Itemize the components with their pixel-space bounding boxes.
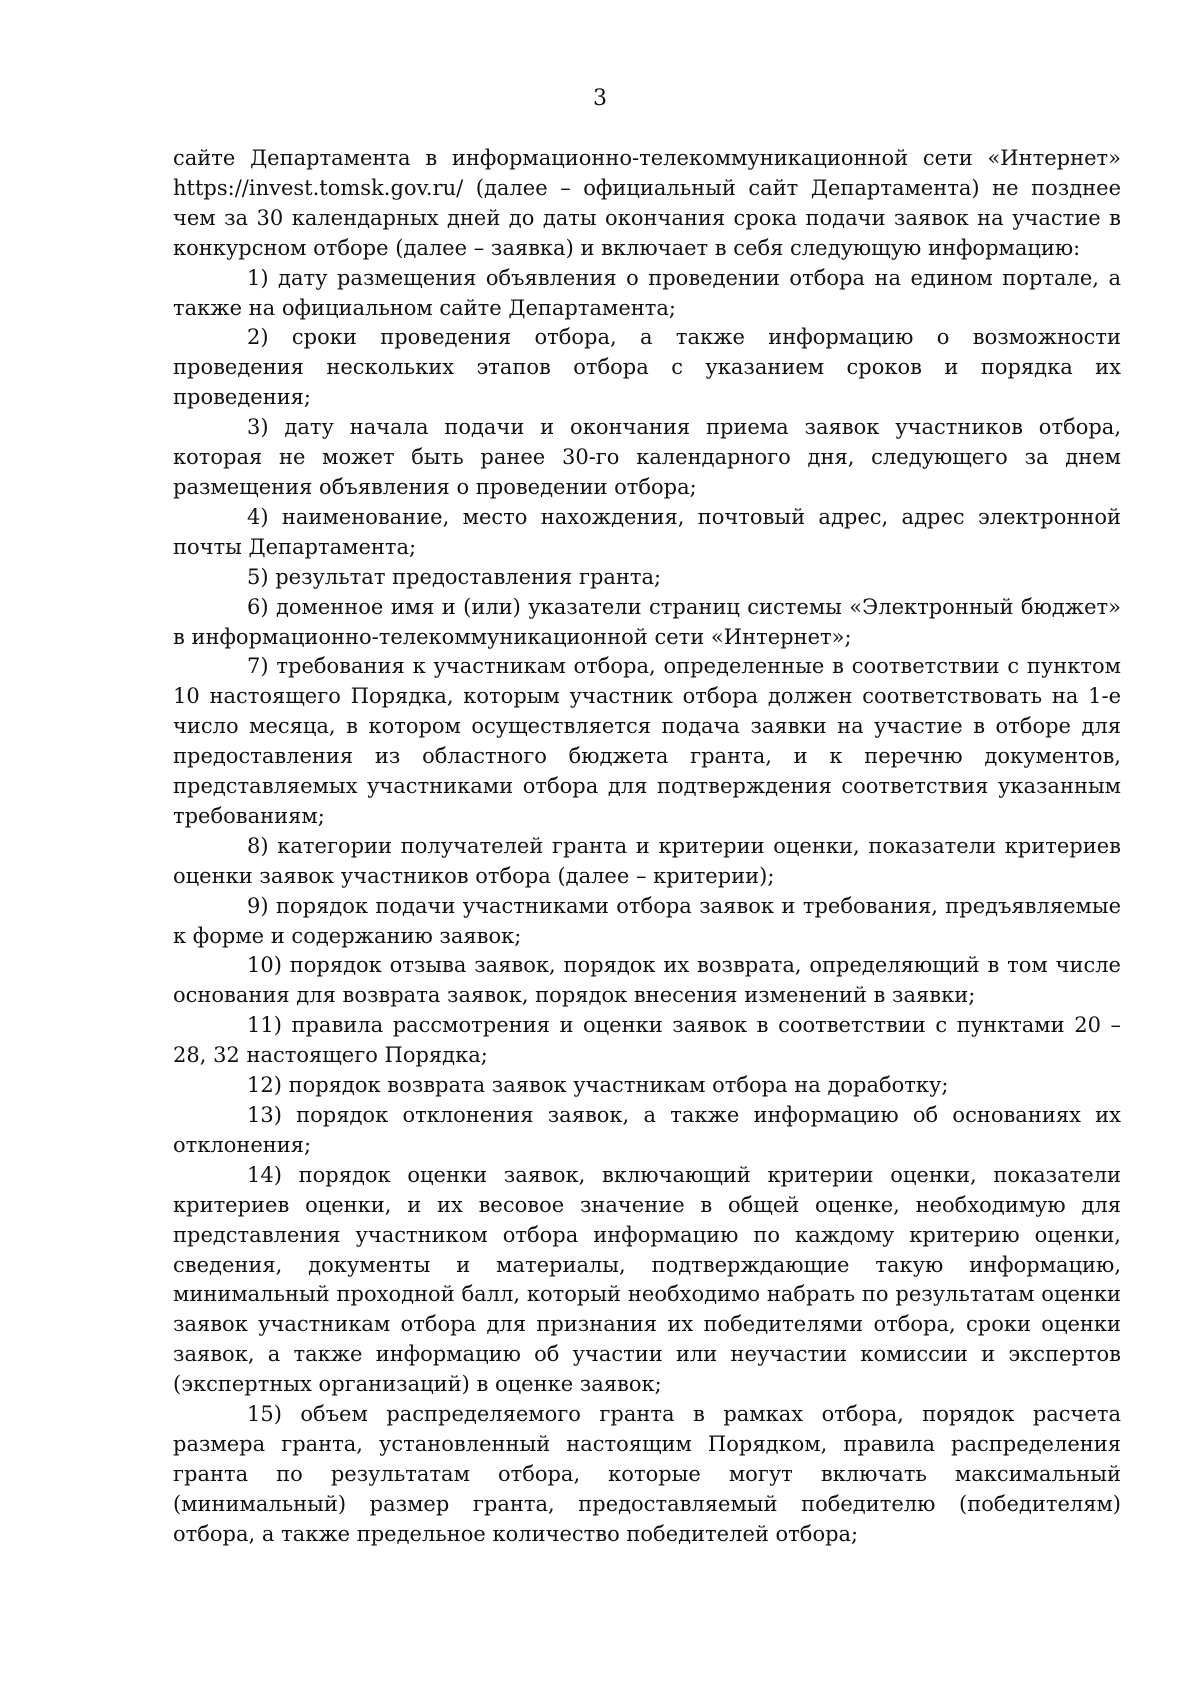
list-item-2: 2) сроки проведения отбора, а также информацию о возможности проведения нескольких этапов отбора с указанием сроков и порядка их проведения; <box>173 325 1121 410</box>
page-number: 3 <box>593 86 607 111</box>
list-item-8: 8) категории получателей гранта и критерии оценки, показатели критериев оценки заявок участников отбора (далее – критерии); <box>173 833 1121 888</box>
document-body <box>173 144 1121 1550</box>
list-item-12: 12) порядок возврата заявок участникам отбора на доработку; <box>247 1073 949 1098</box>
list-item-6: 6) доменное имя и (или) указатели страниц системы «Электронный бюджет» в информационно-телекоммуникационной сети «Интернет»; <box>173 594 1121 649</box>
list-item-9: 9) порядок подачи участниками отбора заявок и требования, предъявляемые к форме и содержанию заявок; <box>173 893 1121 948</box>
list-item-5: 5) результат предоставления гранта; <box>247 564 662 589</box>
list-item-1: 1) дату размещения объявления о проведении отбора на едином портале, а также на официальном сайте Департамента; <box>173 265 1121 320</box>
paragraph-continuation: сайте Департамента в информационно-телекоммуникационной сети «Интернет» https://invest.tomsk.gov.ru/ (далее – официальный сайт Департамента) не позднее чем за 30 календарных дней до даты окончания срока подачи заявок на участие в конкурсном отборе (далее – заявка) и включает в себя следующую информацию: <box>173 146 1121 260</box>
list-item-10: 10) порядок отзыва заявок, порядок их возврата, определяющий в том числе основания для возврата заявок, порядок внесения изменений в заявки; <box>173 953 1121 1008</box>
list-item-3: 3) дату начала подачи и окончания приема заявок участников отбора, которая не может быть ранее 30-го календарного дня, следующего за днем размещения объявления о проведении отбора; <box>173 415 1121 499</box>
list-item-14: 14) порядок оценки заявок, включающий критерии оценки, показатели критериев оценки, и их весовое значение в общей оценке, необходимую для представления участником отбора информацию по каждому критерию оценки, сведения, документы и материалы, подтверждающие такую информацию, минимальный проходной балл, который необходимо набрать по результатам оценки заявок участникам отбора для признания их победителями отбора, сроки оценки заявок, а также информацию об участии или неучастии комиссии и экспертов (экспертных организаций) в оценке заявок; <box>173 1162 1121 1397</box>
list-item-7: 7) требования к участникам отбора, определенные в соответствии с пунктом 10 настоящего Порядка, которым участник отбора должен соответствовать на 1-е число месяца, в котором осуществляется подача заявки на участие в отборе для предоставления из областного бюджета гранта, и к перечню документов, представляемых участниками отбора для подтверждения соответствия указанным требованиям; <box>173 654 1121 828</box>
list-item-11: 11) правила рассмотрения и оценки заявок в соответствии с пунктами 20 – 28, 32 настоящего Порядка; <box>173 1013 1121 1068</box>
list-item-13: 13) порядок отклонения заявок, а также информацию об основаниях их отклонения; <box>173 1103 1121 1157</box>
list-item-15: 15) объем распределяемого гранта в рамках отбора, порядок расчета размера гранта, установленный настоящим Порядком, правила распределения гранта по результатам отбора, которые могут включать максимальный (минимальный) размер гранта, предоставляемый победителю (победителям) отбора, а также предельное количество победителей отбора; <box>173 1402 1121 1546</box>
list-item-4: 4) наименование, место нахождения, почтовый адрес, адрес электронной почты Департамента; <box>173 504 1121 559</box>
